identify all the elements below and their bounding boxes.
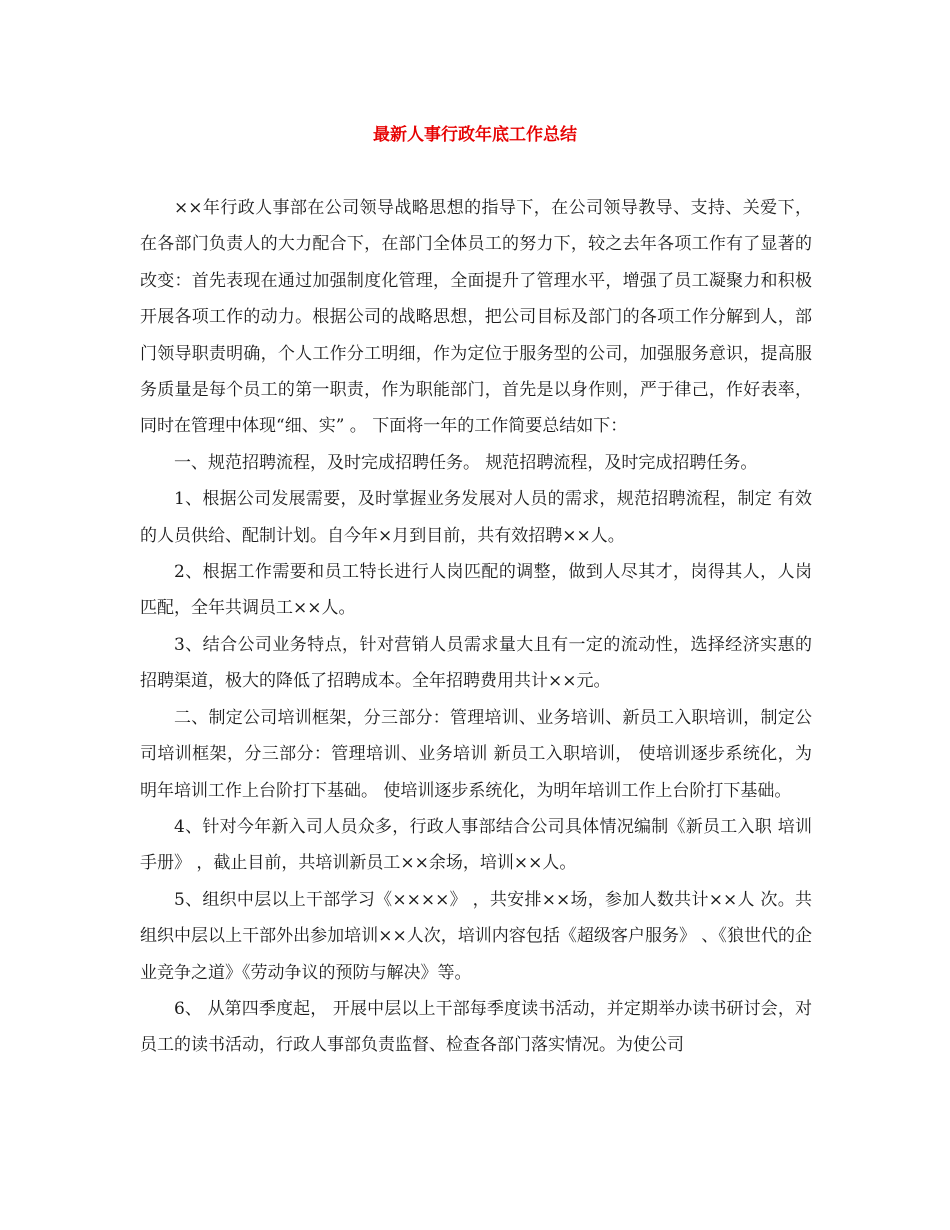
document-body: [140, 190, 812, 1064]
document-title: 最新人事行政年底工作总结: [373, 125, 577, 145]
paragraph-section-2-heading: 二、制定公司培训框架，分三部分：管理培训、业务培训、新员工入职培训，制定公司培训框架，分三部分：管理培训、业务培训 新员工入职培训， 使培训逐步系统化，为明年培训工作上台阶打下基础。 使培训逐步系统化，为明年培训工作上台阶打下基础。: [140, 707, 812, 801]
paragraph-item-6: 6、 从第四季度起， 开展中层以上干部每季度读书活动，并定期举办读书研讨会，对员工的读书活动，行政人事部负责监督、检查各部门落实情况。为使公司: [140, 998, 812, 1056]
paragraph-item-3: 3、结合公司业务特点，针对营销人员需求量大且有一定的流动性，选择经济实惠的招聘渠道，极大的降低了招聘成本。全年招聘费用共计××元。: [140, 634, 812, 692]
paragraph-item-5: 5、组织中层以上干部学习《××××》 ，共安排××场，参加人数共计××人 次。共组织中层以上干部外出参加培训××人次，培训内容包括《超级客户服务》 、《狼世代的企业竞争之道》《劳动争议的预防与解决》等。: [140, 889, 812, 983]
paragraph-item-4: 4、针对今年新入司人员众多，行政人事部结合公司具体情况编制《新员工入职 培训手册》 ，截止目前，共培训新员工××余场，培训××人。: [140, 816, 812, 874]
paragraph-item-1: 1、根据公司发展需要，及时掌握业务发展对人员的需求，规范招聘流程，制定 有效的人员供给、配制计划。自今年×月到目前，共有效招聘××人。: [140, 489, 812, 546]
paragraph-section-1-heading: 一、规范招聘流程，及时完成招聘任务。 规范招聘流程，及时完成招聘任务。: [174, 452, 758, 473]
paragraph-item-2: 2、根据工作需要和员工特长进行人岗匹配的调整，做到人尽其才，岗得其人，人岗匹配，全年共调员工××人。: [140, 562, 812, 619]
paragraph-intro: ××年行政人事部在公司领导战略思想的指导下，在公司领导教导、支持、关爱下，在各部门负责人的大力配合下，在部门全体员工的努力下，较之去年各项工作有了显著的改变：首先表现在通过加强制度化管理，全面提升了管理水平，增强了员工凝聚力和积极开展各项工作的动力。根据公司的战略思想，把公司目标及部门的各项工作分解到人，部门领导职责明确，个人工作分工明细，作为定位于服务型的公司，加强服务意识，提高服务质量是每个员工的第一职责，作为职能部门，首先是以身作则，严于律己，作好表率，同时在管理中体现“细、实” 。 下面将一年的工作简要总结如下：: [140, 198, 812, 437]
